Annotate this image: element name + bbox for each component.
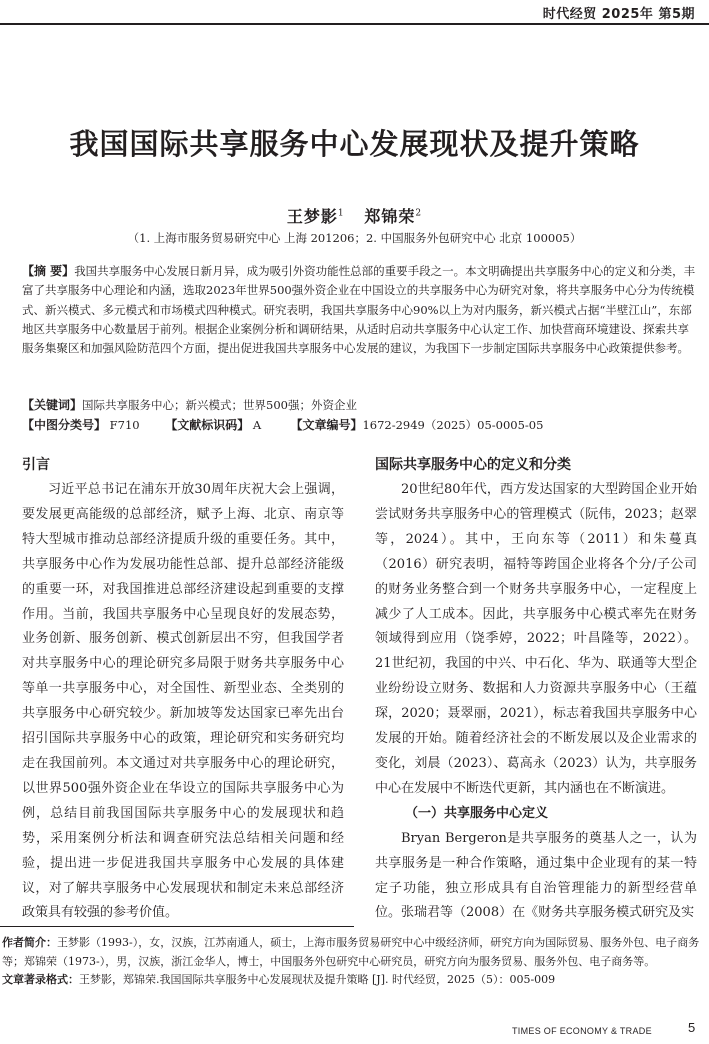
article-number-label: 【文章编号】 [290, 418, 363, 432]
journal-header: 时代经贸 2025年 第5期 [542, 7, 695, 22]
section1-heading: 国际共享服务中心的定义和分类 [375, 457, 571, 473]
right-column [375, 452, 697, 926]
keywords-label: 【关键词】 [22, 398, 83, 412]
intro-heading: 引言 [22, 457, 50, 473]
citation-label: 文章著录格式： [2, 973, 79, 986]
footnotes [2, 934, 702, 990]
author-1-mark: 1 [337, 208, 345, 219]
author-2: 郑锦荣 [364, 207, 416, 226]
clc-value: F710 [109, 418, 140, 432]
author-2-mark: 2 [415, 208, 423, 219]
clc-label: 【中图分类号】 [22, 418, 107, 432]
section1-paragraph-1: 20世纪80年代，西方发达国家的大型跨国企业开始尝试财务共享服务中心的管理模式（阮伟，2023；赵翠等，2024）。其中，王向东等（2011）和朱蔓真（2016）研究表明，福特等跨国企业将各个分/子公司的财务业务整合到一个财务共享服务中心，一定程度上减少了人工成本。因此，共享服务中心模式率先在财务领域得到应用（饶季婷，2022；叶昌隆等，2022）。21世纪初，我国的中兴、中石化、华为、联通等大型企业纷纷设立财务、数据和人力资源共享服务中心（王蕴琛，2020；聂翠丽，2021），标志着我国共享服务中心发展的开始。随着经济社会的不断发展以及企业需求的变化，刘晨（2023）、葛高永（2023）认为，共享服务中心在发展中不断迭代更新，其内涵也在不断演进。 [375, 482, 697, 796]
abstract [22, 262, 698, 358]
author-1: 王梦影 [286, 207, 338, 226]
abstract-text: 我国共享服务中心发展日新月异，成为吸引外资功能性总部的重要手段之一。本文明确提出共享服务中心的定义和分类，丰富了共享服务中心理论和内涵，选取2023年世界500强外资企业在中国设立的共享服务中心为研究对象，将共享服务中心分为传统模式、新兴模式、多元模式和市场模式四种模式。研究表明，我国共享服务中心90%以上为对内服务，新兴模式占据“半壁江山”，东部地区共享服务中心数量居于前列。根据企业案例分析和调研结果，从适时启动共享服务中心认定工作、加快营商环境建设、探索共享服务集聚区和加强风险防范四个方面，提出促进我国共享服务中心发展的建议，为我国下一步制定国际共享服务中心政策提供参考。 [22, 264, 696, 356]
citation-text: 王梦影，郑锦荣.我国国际共享服务中心发展现状及提升策略 [J]. 时代经贸，2025（5）：005-009 [79, 973, 556, 986]
doc-code-label: 【文献标识码】 [165, 418, 250, 432]
intro-paragraph: 习近平总书记在浦东开放30周年庆祝大会上强调，要发展更高能级的总部经济，赋予上海、北京、南京等特大型城市推动总部经济提质升级的重要任务。其中，共享服务中心作为发展功能性总部、提升总部经济能级的重要一环，对我国推进总部经济建设起到重要的支撑作用。当前，我国共享服务中心呈现良好的发展态势，业务创新、服务创新、模式创新层出不穷，但我国学者对共享服务中心的理论研究多局限于财务共享服务中心等单一共享服务中心，对全国性、新型业态、全类别的共享服务中心研究较少。新加坡等发达国家已率先出台招引国际共享服务中心的政策，理论研究和实务研究均走在我国前列。本文通过对共享服务中心的理论研究，以世界500强外资企业在华设立的国际共享服务中心为例，总结目前我国国际共享服务中心的发展现状和趋势，采用案例分析法和调查研究法总结相关问题和经验，提出进一步促进我国共享服务中心发展的具体建议，对了解共享服务中心发展现状和制定未来总部经济政策具有较强的参考价值。 [22, 482, 344, 921]
subsection-heading: （一）共享服务中心定义 [405, 805, 549, 821]
affiliation: （1. 上海市服务贸易研究中心 上海 201206；2. 中国服务外包研究中心 北京 100005） [127, 231, 582, 245]
footer-journal: TIMES OF ECONOMY & TRADE [512, 1026, 652, 1036]
citation [2, 971, 702, 990]
header-rule [0, 23, 709, 25]
keywords [22, 396, 698, 415]
article-title: 我国国际共享服务中心发展现状及提升策略 [69, 127, 640, 161]
left-column [22, 452, 344, 926]
running-header [0, 0, 695, 26]
classification-line [22, 416, 698, 435]
section1-paragraph-2: Bryan Bergeron是共享服务的奠基人之一，认为共享服务是一种合作策略，通过集中企业现有的某一特定子功能，独立形成具有自治管理能力的新型经营单位。张瑞君等（2008）在《财务共享服务模式研究及实 [375, 830, 697, 921]
bio-text: 王梦影（1993-），女，汉族，江苏南通人，硕士，上海市服务贸易研究中心中级经济师，研究方向为国际贸易、服务外包、电子商务等；郑锦荣（1973-），男，汉族，浙江金华人，博士，中国服务外包研究中心研究员，研究方向为服务贸易、服务外包、电子商务等。 [2, 936, 700, 968]
author-bio [2, 934, 702, 971]
author-line [0, 204, 709, 227]
footnote-rule [0, 926, 354, 927]
article-number-value: 1672-2949（2025）05-0005-05 [362, 418, 544, 432]
bio-label: 作者简介： [2, 936, 57, 949]
keywords-text: 国际共享服务中心；新兴模式；世界500强；外资企业 [82, 398, 357, 412]
abstract-label: 【摘 要】 [22, 264, 75, 278]
doc-code-value: A [252, 418, 262, 432]
page-number: 5 [688, 1020, 696, 1035]
